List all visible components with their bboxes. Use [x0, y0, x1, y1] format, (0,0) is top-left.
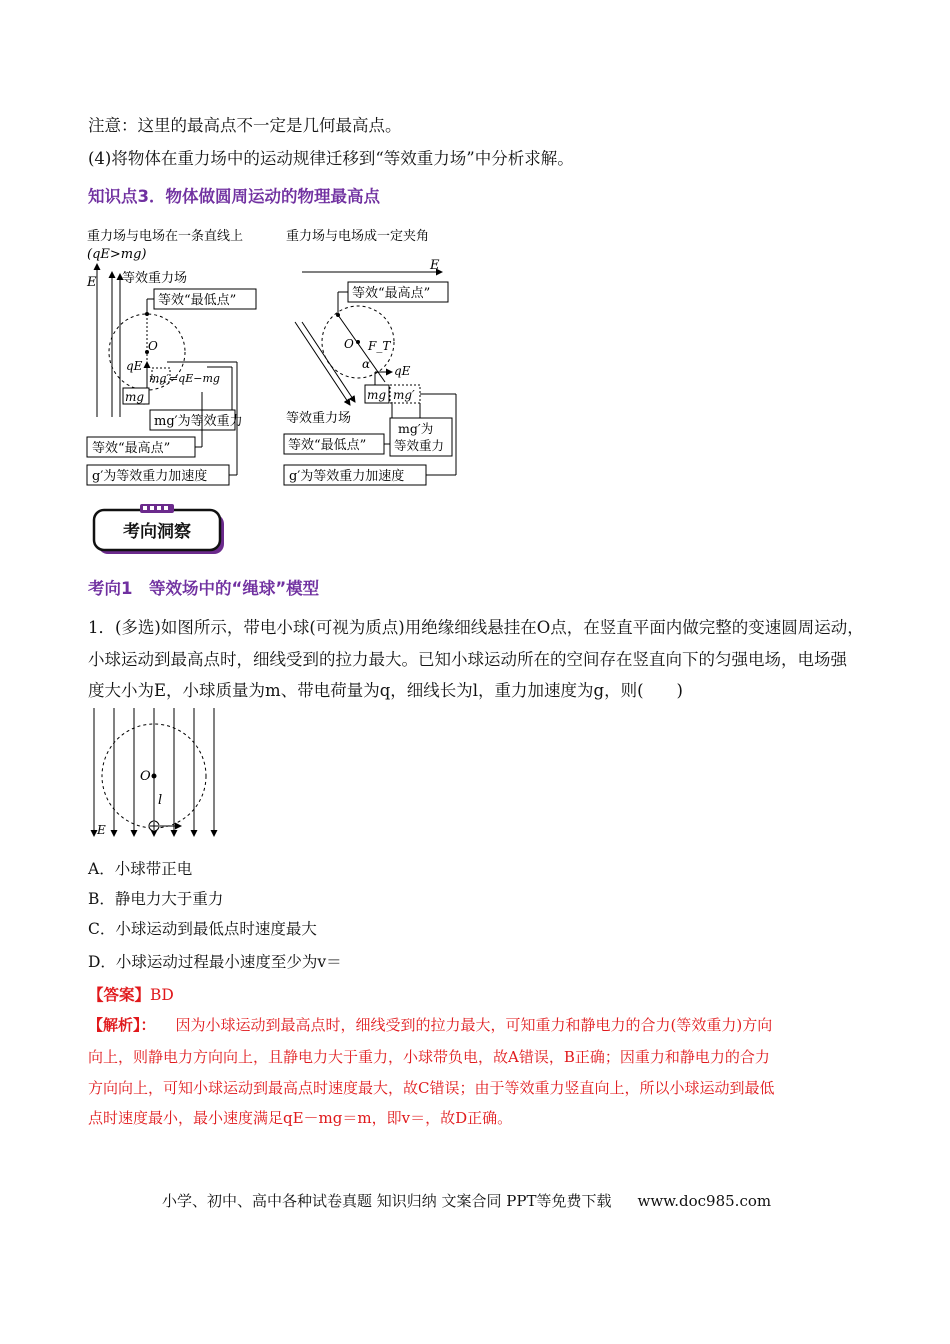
- note-text: 这里的最高点不一定是几何最高点。: [137, 116, 402, 135]
- fig-left-mgp-box: mg′为等效重力: [154, 414, 243, 429]
- note-label: 注意: [88, 116, 121, 135]
- fig-left-caption1: 重力场与电场在一条直线上: [87, 229, 244, 244]
- fig-left-gp-box: g′为等效重力加速度: [92, 469, 208, 484]
- note-line: [88, 114, 402, 138]
- section-badge: [90, 502, 230, 558]
- step4-text: (4)将物体在重力场中的运动规律迁移到“等效重力场”中分析求解。: [88, 149, 574, 168]
- fig-left-diagram: [82, 222, 282, 492]
- q1-fig-l: l: [158, 793, 163, 808]
- answer-label: 【答案】: [88, 985, 151, 1004]
- q1-line2: 小球运动到最高点时，细线受到的拉力最大。已知小球运动所在的空间存在竖直向下的匀强电场，电场强: [88, 650, 847, 669]
- footer-url[interactable]: www.doc985.com: [637, 1192, 772, 1210]
- analysis-line4: 点时速度最小，最小速度满足qE－mg＝m，即v＝，故D正确。: [88, 1109, 513, 1127]
- fig-left-mgp-eq: mg′=qE−mg: [149, 372, 220, 385]
- analysis-line3: 方向向上，可知小球运动到最高点时速度最大，故C错误；由于等效重力竖直向上，所以小球运动到最低: [88, 1079, 775, 1097]
- fig-left-O: O: [148, 339, 158, 353]
- q1-fig-E: E: [97, 823, 106, 837]
- note-sep: ：: [121, 116, 138, 135]
- analysis-text1: 因为小球运动到最高点时，细线受到的拉力最大，可知重力和静电力的合力(等效重力)方向: [175, 1016, 773, 1034]
- fig-right-mg: mg: [367, 388, 387, 402]
- fig-left-lowest-box: 等效“最低点”: [158, 293, 237, 308]
- q1-number: 1．: [88, 618, 115, 637]
- fig-right-caption: 重力场与电场成一定夹角: [286, 229, 430, 244]
- q1-field-diagram: [86, 706, 236, 841]
- fig-left-qE: qE: [126, 359, 143, 373]
- q1-tag: (多选): [115, 618, 161, 637]
- option-c: C．小球运动到最低点时速度最大: [88, 920, 317, 938]
- q1-text1: 如图所示，带电小球(可视为质点)用绝缘细线悬挂在O点，在竖直平面内做完整的变速圆周运动，: [160, 618, 864, 637]
- option-b: B．静电力大于重力: [88, 890, 224, 908]
- fig-right-highest-box: 等效“最高点”: [352, 286, 431, 301]
- fig-right-qE: qE: [394, 364, 411, 378]
- fig-left-field-label: 等效重力场: [122, 271, 188, 286]
- fig-left-highest-box: 等效“最高点”: [92, 441, 171, 456]
- fig-right-gp-box: g′为等效重力加速度: [289, 469, 405, 484]
- fig-right-E: E: [430, 258, 440, 273]
- analysis-line1: [88, 1011, 772, 1040]
- fig-right-O: O: [344, 337, 354, 351]
- fig-right-lowest-box: 等效“最低点”: [288, 438, 367, 453]
- fig-left-mg: mg: [125, 390, 145, 404]
- footer: [162, 1190, 771, 1211]
- kp3-heading: 知识点3．物体做圆周运动的物理最高点: [88, 187, 380, 206]
- option-d: D．小球运动过程最小速度至少为v＝: [88, 953, 342, 971]
- fig-right-mgp: mg′: [393, 388, 415, 402]
- badge-text: 考向洞察: [123, 522, 191, 542]
- q1-line1: [88, 616, 864, 640]
- answer-line: [88, 980, 174, 1010]
- q1-line3: 度大小为E，小球质量为m、带电荷量为q，细线长为l，重力加速度为g，则( ): [88, 681, 683, 700]
- fig-right-FT: F_T: [368, 339, 391, 353]
- fig-left-E: E: [87, 275, 97, 290]
- option-a: A．小球带正电: [88, 860, 193, 878]
- analysis-label: 【解析】：: [88, 1016, 156, 1034]
- footer-text: 小学、初中、高中各种试卷真题 知识归纳 文案合同 PPT等免费下载: [162, 1192, 612, 1210]
- direction1-heading: 考向1 等效场中的“绳球”模型: [88, 579, 320, 598]
- fig-right-diagram: [280, 222, 462, 492]
- fig-right-mgp-box-l1: mg′为: [398, 421, 434, 436]
- fig-right-mgp-box-l2: 等效重力: [394, 438, 445, 453]
- q1-fig-O: O: [140, 769, 151, 784]
- analysis-line2: 向上，则静电力方向向上，且静电力大于重力，小球带负电，故A错误，B正确；因重力和静电力的合力: [88, 1048, 770, 1066]
- fig-right-alpha: α: [362, 357, 371, 371]
- fig-left-caption2: (qE>mg): [87, 247, 147, 262]
- answer-value: BD: [150, 986, 174, 1004]
- fig-right-field-label: 等效重力场: [286, 411, 352, 426]
